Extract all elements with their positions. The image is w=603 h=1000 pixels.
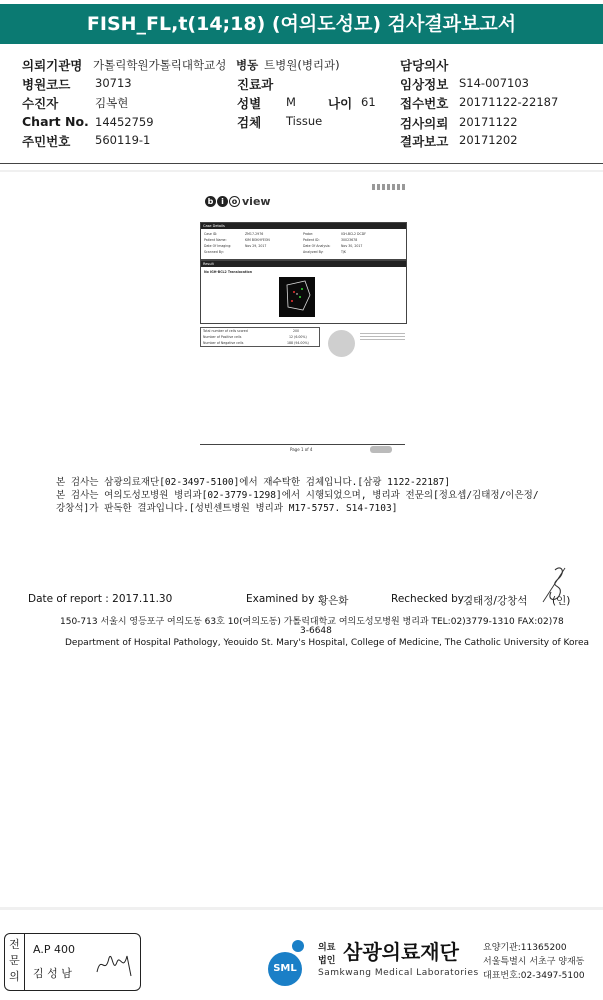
sml-phone: 대표번호:02-3497-5100 [483, 971, 585, 981]
sml-badge: SML [268, 952, 302, 986]
sml-corp-label-2: 법인 [318, 956, 336, 966]
department-line: Department of Hospital Pathology, Yeouido St. Mary's Hospital, College of Medicine, The Catholic University of Korea [65, 638, 590, 648]
stamp-ap-number: A.P 400 [33, 943, 75, 956]
hospital-address-line-1: 150-713 서울시 영등포구 여의도동 63호 10(여의도동) 가톨릭대학교 여의도성모병원 병리과 TEL:02)3779-1310 FAX:02)78 [60, 617, 564, 627]
institution-label: 의뢰기관명 [22, 58, 83, 73]
specimen-label: 검체 [237, 115, 262, 130]
pie-legend [360, 333, 405, 341]
seal-mark: (인) [552, 595, 571, 607]
ward-value: 트병원(병리과) [264, 58, 340, 72]
bioview-logo-i: i [217, 196, 228, 207]
page-number: Page 1 of 4 [290, 447, 313, 452]
sex-label: 성별 [237, 96, 262, 111]
age-label: 나이 [328, 96, 353, 111]
stamp-doctor-name: 김 성 남 [33, 967, 72, 980]
pathologist-stamp [4, 933, 141, 991]
case-details-box [200, 222, 407, 260]
patient-id-label: Patient ID: [303, 238, 320, 242]
bioview-small-logo [370, 446, 392, 453]
bioview-logo-o: o [229, 196, 240, 207]
request-date-label: 검사의뢰 [400, 116, 449, 131]
patient-info-section [0, 48, 603, 164]
receipt-number-label: 접수번호 [400, 96, 449, 111]
result-header: Result [201, 261, 406, 267]
patient-name-label: Patient Name: [204, 238, 227, 242]
resident-number-value: 560119-1 [95, 133, 151, 147]
dept-label: 진료과 [237, 77, 274, 92]
rechecked-by-label: Rechecked by : [391, 593, 471, 605]
examined-by-label: Examined by : [246, 593, 322, 605]
negative-cells-label: Number of Negative cells [203, 341, 244, 345]
positive-cells-label: Number of Positive cells [203, 335, 242, 339]
rechecked-by-value: 김태정/강창석 [463, 595, 528, 607]
chart-no-value: 14452759 [95, 115, 154, 129]
ward-label: 병동 [236, 58, 259, 72]
clinical-info-label: 임상정보 [400, 77, 449, 92]
cell-count-table [200, 327, 320, 347]
hospital-code-label: 병원코드 [22, 77, 71, 92]
bioview-logo-text: view [242, 195, 271, 208]
negative-cells-value: 188 (94.00%) [287, 341, 309, 345]
barcode-mark [372, 184, 406, 190]
sml-dot-icon [292, 940, 304, 952]
analyzed-by-label: Analyzed By: [303, 250, 324, 254]
receipt-number-value: 20171122-22187 [459, 95, 559, 109]
stamp-label-char-3: 의 [9, 970, 20, 983]
clinical-info-value: S14-007103 [459, 76, 529, 90]
page-footer-rule [200, 444, 405, 445]
date-analysis-value: Nov 30, 2017 [341, 244, 363, 248]
report-title: FISH_FL,t(14;18) (여의도성모) 검사결과보고서 [0, 4, 603, 44]
resident-number-label: 주민번호 [22, 134, 71, 149]
result-text: No IGH-BCL2 Translocation [204, 270, 252, 274]
fish-cell-image [279, 277, 315, 317]
bioview-logo-b: b [205, 196, 216, 207]
sml-institution-code: 요양기관:11365200 [483, 943, 567, 953]
report-date-value: 20171202 [459, 133, 518, 147]
date-imaging-label: Date Of Imaging: [204, 244, 232, 248]
patient-id-value: 30023678 [341, 238, 358, 242]
case-details-header: Case Details [201, 223, 406, 229]
scanned-by-label: Scanned By: [204, 250, 224, 254]
sml-corp-label-1: 의료 [318, 943, 336, 953]
bioview-logo [205, 192, 275, 214]
report-date-label: 결과보고 [400, 134, 449, 149]
date-imaging-value: Nov 29, 2017 [245, 244, 267, 248]
probe-label: Probe: [303, 232, 314, 236]
sml-logo-block [268, 938, 603, 990]
positive-cells-value: 12 (6.00%) [289, 335, 307, 339]
patient-label: 수진자 [22, 96, 59, 111]
date-of-report: Date of report : 2017.11.30 [28, 593, 173, 605]
sml-address: 서울특별시 서초구 양재동 [483, 957, 585, 967]
case-id-value: ZM17-2976 [245, 232, 264, 236]
doctor-label: 담당의사 [400, 58, 449, 73]
patient-name-value: KIM BOKHYEON [245, 238, 270, 242]
specimen-value: Tissue [286, 114, 323, 128]
stamp-label-char-1: 전 [9, 938, 20, 951]
info-divider [0, 163, 603, 164]
examined-by-value: 황은화 [318, 595, 349, 607]
result-box [200, 260, 407, 324]
doctor-signature [93, 946, 135, 982]
statement-line-3: 강창석]가 판독한 결과입니다.[성빈센트병원 병리과 M17-5757. S14-7103] [56, 503, 398, 514]
institution-value: 가톨릭학원가톨릭대학교성 [93, 58, 227, 72]
sml-name-english: Samkwang Medical Laboratories [318, 968, 479, 978]
total-cells-label: Total number of cells scored [203, 329, 248, 333]
analyzed-by-value: TJK [341, 250, 346, 254]
scanned-report-sheet [0, 172, 603, 907]
statement-line-2: 본 검사는 여의도성모병원 병리과[02-3779-1298]에서 시행되었으며, 병리과 전문의[정요셉/김태정/이은정/ [56, 490, 539, 501]
reviewer-signature [535, 562, 575, 607]
total-cells-value: 200 [293, 329, 300, 333]
sml-name-korean: 삼광의료재단 [343, 940, 459, 964]
probe-value: IGH-BCL2 DCDF [341, 232, 366, 236]
request-date-value: 20171122 [459, 115, 518, 129]
stamp-label-char-2: 문 [9, 954, 20, 967]
patient-value: 김복현 [95, 96, 129, 110]
statement-line-1: 본 검사는 삼광의료재단[02-3497-5100]에서 재수탁한 검체입니다.[삼광 1122-22187] [56, 477, 451, 488]
chart-no-label: Chart No. [22, 114, 89, 129]
distribution-pie [328, 330, 355, 357]
hospital-code-value: 30713 [95, 76, 132, 90]
case-id-label: Case ID: [204, 232, 218, 236]
hospital-address-line-2: 3-6648 [300, 626, 332, 636]
age-value: 61 [361, 95, 376, 109]
sex-value: M [286, 95, 296, 109]
date-analysis-label: Date Of Analysis: [303, 244, 331, 248]
